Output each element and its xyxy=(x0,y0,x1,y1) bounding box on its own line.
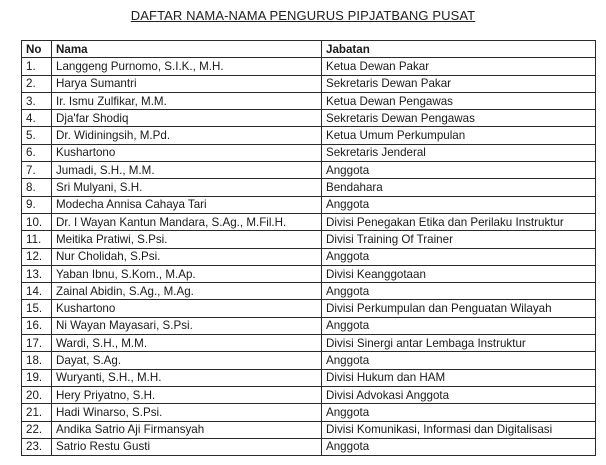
member-position: Anggota xyxy=(322,283,596,300)
row-number: 22. xyxy=(22,421,52,438)
member-position: Anggota xyxy=(322,162,596,179)
row-number: 8. xyxy=(22,179,52,196)
row-number: 4. xyxy=(22,110,52,127)
row-number: 9. xyxy=(22,196,52,213)
table-row xyxy=(22,196,596,213)
table-row xyxy=(22,75,596,92)
row-number: 18. xyxy=(22,352,52,369)
row-number: 15. xyxy=(22,300,52,317)
member-name: Ni Wayan Mayasari, S.Psi. xyxy=(52,317,322,334)
row-number: 20. xyxy=(22,386,52,403)
row-number: 12. xyxy=(22,248,52,265)
member-name: Hadi Winarso, S.Psi. xyxy=(52,404,322,421)
member-name: Meitika Pratiwi, S.Psi. xyxy=(52,231,322,248)
table-row xyxy=(22,386,596,403)
member-name: Sri Mulyani, S.H. xyxy=(52,179,322,196)
member-position: Ketua Dewan Pengawas xyxy=(322,92,596,109)
row-number: 2. xyxy=(22,75,52,92)
member-position: Sekretaris Dewan Pakar xyxy=(322,75,596,92)
member-position: Anggota xyxy=(322,404,596,421)
row-number: 23. xyxy=(22,438,52,455)
table-row xyxy=(22,110,596,127)
row-number: 13. xyxy=(22,265,52,282)
member-name: Wardi, S.H., M.M. xyxy=(52,335,322,352)
document-title: DAFTAR NAMA-NAMA PENGURUS PIPJATBANG PUSAT xyxy=(130,8,476,23)
member-position: Divisi Training Of Trainer xyxy=(322,231,596,248)
member-name: Yaban Ibnu, S.Kom., M.Ap. xyxy=(52,265,322,282)
table-row xyxy=(22,162,596,179)
row-number: 5. xyxy=(22,127,52,144)
member-position: Ketua Dewan Pakar xyxy=(322,58,596,75)
member-name: Zainal Abidin, S.Ag., M.Ag. xyxy=(52,283,322,300)
row-number: 3. xyxy=(22,92,52,109)
header-nama: Nama xyxy=(52,41,322,58)
row-number: 16. xyxy=(22,317,52,334)
member-name: Modecha Annisa Cahaya Tari xyxy=(52,196,322,213)
member-position: Ketua Umum Perkumpulan xyxy=(322,127,596,144)
row-number: 14. xyxy=(22,283,52,300)
table-row xyxy=(22,369,596,386)
row-number: 11. xyxy=(22,231,52,248)
member-name: Hery Priyatno, S.H. xyxy=(52,386,322,403)
table-row xyxy=(22,213,596,230)
roster-table xyxy=(21,40,596,456)
table-row xyxy=(22,404,596,421)
table-row xyxy=(22,335,596,352)
member-position: Anggota xyxy=(322,317,596,334)
table-row xyxy=(22,127,596,144)
member-position: Divisi Sinergi antar Lembaga Instruktur xyxy=(322,335,596,352)
member-position: Anggota xyxy=(322,352,596,369)
row-number: 1. xyxy=(22,58,52,75)
table-row xyxy=(22,58,596,75)
member-name: Wuryanti, S.H., M.H. xyxy=(52,369,322,386)
table-row xyxy=(22,421,596,438)
header-jabatan: Jabatan xyxy=(322,41,596,58)
member-position: Divisi Perkumpulan dan Penguatan Wilayah xyxy=(322,300,596,317)
member-position: Divisi Komunikasi, Informasi dan Digitalisasi xyxy=(322,421,596,438)
table-row xyxy=(22,144,596,161)
member-name: Harya Sumantri xyxy=(52,75,322,92)
member-name: Kushartono xyxy=(52,144,322,161)
member-position: Anggota xyxy=(322,438,596,455)
member-name: Langgeng Purnomo, S.I.K., M.H. xyxy=(52,58,322,75)
member-position: Divisi Advokasi Anggota xyxy=(322,386,596,403)
row-number: 10. xyxy=(22,213,52,230)
row-number: 6. xyxy=(22,144,52,161)
member-name: Dr. I Wayan Kantun Mandara, S.Ag., M.Fil.H. xyxy=(52,213,322,230)
table-row xyxy=(22,179,596,196)
member-name: Dja'far Shodiq xyxy=(52,110,322,127)
row-number: 21. xyxy=(22,404,52,421)
table-row xyxy=(22,231,596,248)
table-header-row xyxy=(22,41,596,58)
member-position: Sekretaris Jenderal xyxy=(322,144,596,161)
table-row xyxy=(22,283,596,300)
member-name: Dayat, S.Ag. xyxy=(52,352,322,369)
member-name: Ir. Ismu Zulfikar, M.M. xyxy=(52,92,322,109)
member-name: Andika Satrio Aji Firmansyah xyxy=(52,421,322,438)
table-row xyxy=(22,92,596,109)
member-position: Divisi Hukum dan HAM xyxy=(322,369,596,386)
member-position: Bendahara xyxy=(322,179,596,196)
table-row xyxy=(22,438,596,455)
table-row xyxy=(22,248,596,265)
row-number: 17. xyxy=(22,335,52,352)
member-position: Anggota xyxy=(322,196,596,213)
table-row xyxy=(22,317,596,334)
row-number: 19. xyxy=(22,369,52,386)
member-position: Anggota xyxy=(322,248,596,265)
table-row xyxy=(22,300,596,317)
member-name: Satrio Restu Gusti xyxy=(52,438,322,455)
member-name: Jumadi, S.H., M.M. xyxy=(52,162,322,179)
table-row xyxy=(22,352,596,369)
member-position: Divisi Penegakan Etika dan Perilaku Instruktur xyxy=(322,213,596,230)
table-row xyxy=(22,265,596,282)
member-name: Dr. Widiningsih, M.Pd. xyxy=(52,127,322,144)
row-number: 7. xyxy=(22,162,52,179)
member-name: Kushartono xyxy=(52,300,322,317)
member-name: Nur Cholidah, S.Psi. xyxy=(52,248,322,265)
table-body xyxy=(22,58,596,456)
member-position: Divisi Keanggotaan xyxy=(322,265,596,282)
member-position: Sekretaris Dewan Pengawas xyxy=(322,110,596,127)
header-no: No xyxy=(22,41,52,58)
